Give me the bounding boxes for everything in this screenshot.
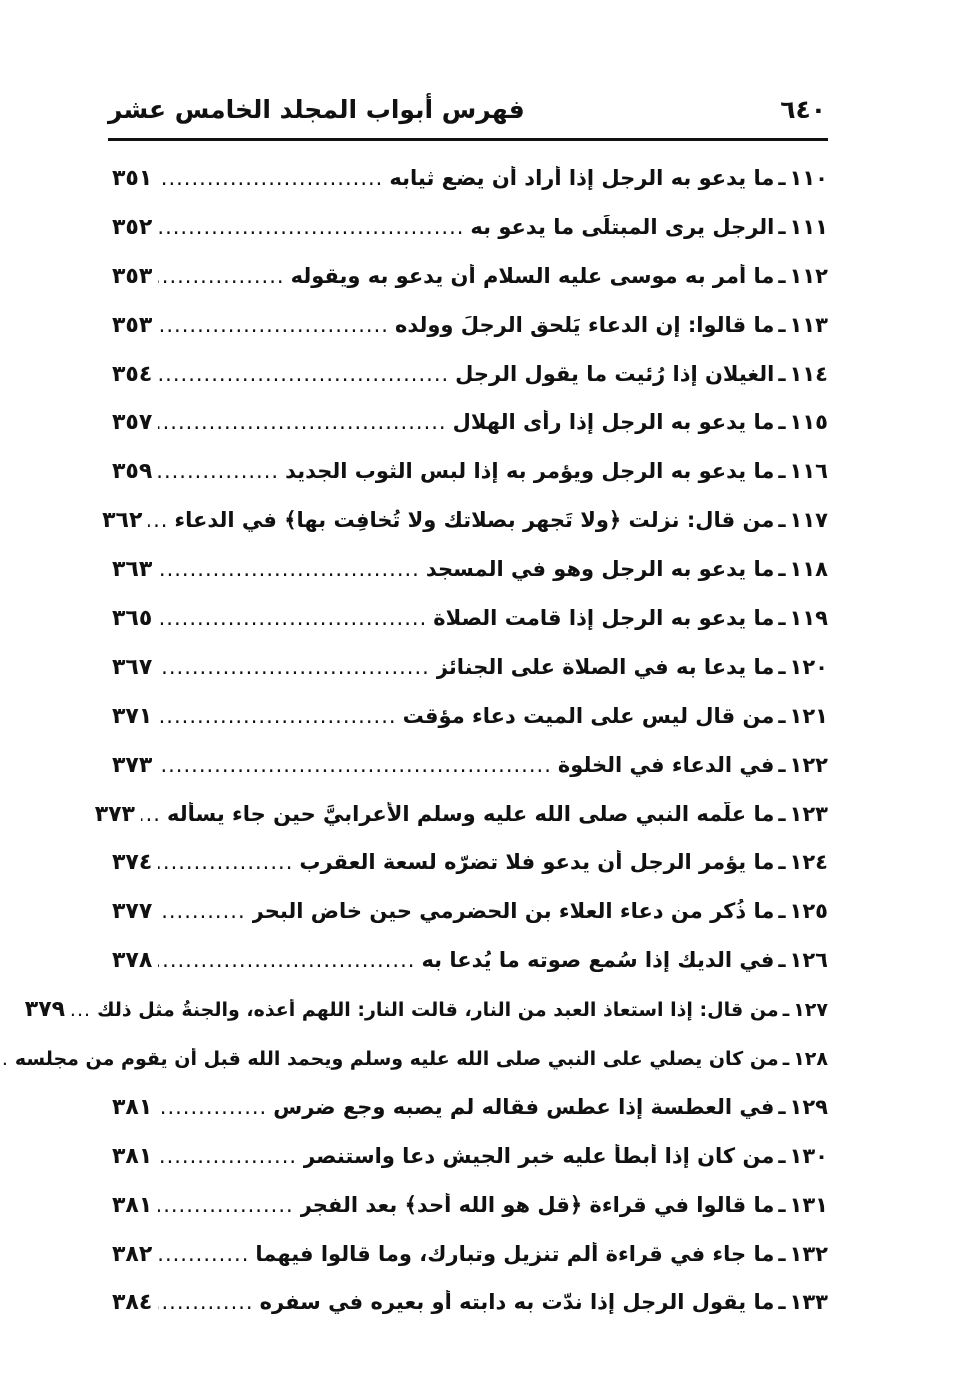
toc-entry [112,606,828,655]
entry-page-number: ٣٥٩ [112,459,153,485]
entry-page-number: ٣٧٤ [112,850,153,876]
entry-page-number: ٣٥٧ [112,410,153,436]
entry-title: من قال: إذا استعاذ العبد من النار، قالت النار: اللهم أعذه، والجنةُ مثل ذلك [97,999,779,1022]
toc-entry [112,753,828,802]
entry-number: ١٢٩ [789,1094,828,1119]
entry-number: ١٢٤ [789,850,828,875]
dot-leader [158,362,449,386]
dot-leader [71,999,91,1021]
dot-leader [158,704,396,728]
entry-title: ما يدعو به الرجل إذا رأى الهلال [452,410,775,435]
entry-separator: ـ [778,1094,786,1119]
entry-number: ١١٥ [789,410,828,435]
toc-entry [112,459,828,508]
dot-leader [158,1144,297,1168]
entry-page-number: ٣٨١ [112,1094,153,1120]
entry-page-number: ٣٥٤ [112,361,153,387]
toc-entry [94,801,828,851]
toc-entry [112,557,828,606]
entry-number: ١١٧ [789,508,828,533]
dot-leader [158,606,427,630]
dot-leader [158,557,420,581]
entry-title: ما يدعو به الرجل إذا قامت الصلاة [433,606,775,631]
entry-number: ١٢٢ [789,752,828,777]
entry-number: ١٣١ [789,1192,828,1217]
entry-title: ما يدعا به في الصلاة على الجنائز [435,654,775,679]
toc-entry [112,362,828,411]
dot-leader [148,508,168,532]
entry-page-number: ٣٧٧ [112,899,153,925]
toc-entry [112,264,828,313]
entry-title: ما أُمر به موسى عليه السلام أن يدعو به ويقوله [290,263,775,288]
entry-separator: ـ [778,1192,786,1217]
entry-title: من قال: نزلت ﴿ولا تَجهر بصلاتك ولا تُخافِت بها﴾ في الدعاء [174,508,775,533]
dot-leader [158,215,464,239]
entry-title: من كان إذا أبطأ عليه خبر الجيش دعا واستنصر [303,1143,775,1168]
entry-page-number: ٣٨١ [112,1143,153,1169]
entry-title: الغيلان إذا رُئيت ما يقول الرجل [455,361,775,386]
entry-title: من قال ليس على الميت دعاء مؤقت [402,703,775,728]
toc-entry [24,997,828,1046]
dot-leader [0,1048,9,1070]
entry-number: ١١٦ [789,459,828,484]
entry-separator: ـ [778,1241,786,1266]
entry-number: ١٢١ [789,703,828,728]
toc-entry [112,1095,828,1144]
header-rule [108,138,828,141]
dot-leader [158,753,552,777]
entry-separator: ـ [778,361,786,386]
entry-separator: ـ [778,1290,786,1315]
entry-page-number: ٣٥٣ [112,263,153,289]
toc-entry [112,1290,828,1339]
entry-number: ١٢٧ [793,999,828,1022]
entry-title: الرجل يرى المبتلَى ما يدعو به [470,214,775,239]
entry-title: ما قالوا: إن الدعاء يَلحق الرجلَ وولده [394,312,775,337]
entry-number: ١٢٦ [789,948,828,973]
entry-separator: ـ [778,899,786,924]
toc-entry [112,850,828,899]
dot-leader [158,1193,293,1217]
entry-page-number: ٣٥٢ [112,214,153,240]
entry-separator: ـ [778,214,786,239]
entry-title: في الدعاء في الخلوة [557,752,775,777]
entry-page-number: ٣٦٥ [112,606,153,632]
toc-entry [14,1046,828,1095]
entry-page-number: ٣٨٤ [112,1290,153,1316]
entry-page-number: ٣٧٣ [94,801,135,827]
entry-separator: ـ [778,263,786,288]
entry-title: من كان يصلي على النبي صلى الله عليه وسلم ويحمد الله قبل أن يقوم من مجلسه [14,1048,779,1071]
entry-title: في العطسة إذا عطس فقاله لم يصبه وجع ضرس [273,1094,775,1119]
running-title: فهرس أبواب المجلد الخامس عشر [108,94,525,124]
entry-number: ١٢٨ [793,1048,828,1071]
entry-number: ١٣٣ [789,1290,828,1315]
toc-entry [112,704,828,753]
entry-separator: ـ [778,312,786,337]
toc-entry [112,1193,828,1242]
toc-entry [102,508,828,557]
entry-page-number: ٣٥٣ [112,312,153,338]
entry-title: ما ذُكر من دعاء العلاء بن الحضرمي حين خاض البحر [251,899,775,924]
entry-separator: ـ [778,654,786,679]
entry-separator: ـ [782,1048,790,1071]
toc-entry [112,948,828,997]
dot-leader [158,1290,253,1314]
dot-leader [158,264,284,288]
dot-leader [158,410,446,434]
entry-separator: ـ [778,557,786,582]
entry-separator: ـ [782,999,790,1022]
entry-page-number: ٣٧١ [112,703,153,729]
toc-entry [112,899,828,948]
entry-title: ما قالوا في قراءة ﴿قل هو الله أحد﴾ بعد الفجر [299,1192,775,1217]
dot-leader [158,313,389,337]
entry-separator: ـ [778,948,786,973]
dot-leader [141,802,161,826]
entry-separator: ـ [778,1143,786,1168]
entry-title: ما يدعو به الرجل إذا أراد أن يضع ثيابه [389,166,775,190]
entry-number: ١١٢ [789,263,828,288]
entry-number: ١٣٢ [789,1241,828,1266]
entry-title: ما يدعو به الرجل ويؤمر به إذا لبس الثوب الجديد [285,459,775,484]
entry-separator: ـ [778,850,786,875]
page-header [108,88,826,130]
entry-title: في الديك إذا سُمع صوته ما يُدعا به [421,948,775,973]
entry-separator: ـ [778,606,786,631]
entry-number: ١١٩ [789,606,828,631]
dot-leader [158,1095,267,1119]
entry-page-number: ٣٨١ [112,1192,153,1218]
toc-entry [112,410,828,459]
dot-leader [158,899,245,923]
dot-leader [158,655,430,679]
page-number: ٦٤٠ [780,94,826,124]
entry-separator: ـ [778,166,786,190]
entry-page-number: ٣٥١ [112,166,153,191]
entry-title: ما يؤمر الرجل أن يدعو فلا تضرّه لسعة العقرب [299,850,775,875]
toc-entry [112,1242,828,1291]
toc-entry [112,1144,828,1193]
entry-separator: ـ [778,752,786,777]
dot-leader [158,166,383,190]
entry-separator: ـ [778,703,786,728]
entry-number: ١٢٣ [789,801,828,826]
entry-separator: ـ [778,410,786,435]
toc-entry [112,655,828,704]
entry-number: ١٣٠ [789,1143,828,1168]
entry-number: ١١٣ [789,312,828,337]
entry-page-number: ٣٨٢ [112,1241,153,1267]
entry-number: ١١١ [789,214,828,239]
entry-page-number: ٣٧٩ [24,997,66,1023]
dot-leader [158,1242,249,1266]
entry-title: ما جاء في قراءة ألم تنزيل وتبارك، وما قالوا فيهما [255,1241,775,1266]
entry-page-number: ٣٦٢ [102,508,143,534]
table-of-contents [14,166,828,1339]
dot-leader [158,459,279,483]
entry-number: ١١٠ [789,166,828,190]
entry-title: ما علَّمه النبي صلى الله عليه وسلم الأعرابيَّ حين جاء يسأله [166,801,775,826]
toc-entry [112,215,828,264]
entry-page-number: ٣٧٣ [112,752,153,778]
entry-separator: ـ [778,801,786,826]
entry-number: ١٢٠ [789,654,828,679]
entry-page-number: ٣٧٨ [112,948,153,974]
entry-number: ١١٨ [789,557,828,582]
entry-number: ١٢٥ [789,899,828,924]
entry-separator: ـ [778,459,786,484]
entry-number: ١١٤ [789,361,828,386]
dot-leader [158,850,293,874]
entry-title: ما يدعو به الرجل وهو في المسجد [425,557,775,582]
entry-title: ما يقول الرجل إذا ندّت به دابته أو بعيره في سفره [259,1290,775,1315]
entry-page-number: ٣٦٧ [112,654,153,680]
toc-entry [112,313,828,362]
entry-separator: ـ [778,508,786,533]
toc-entry [112,166,828,215]
entry-page-number: ٣٦٣ [112,557,153,583]
dot-leader [158,948,415,972]
